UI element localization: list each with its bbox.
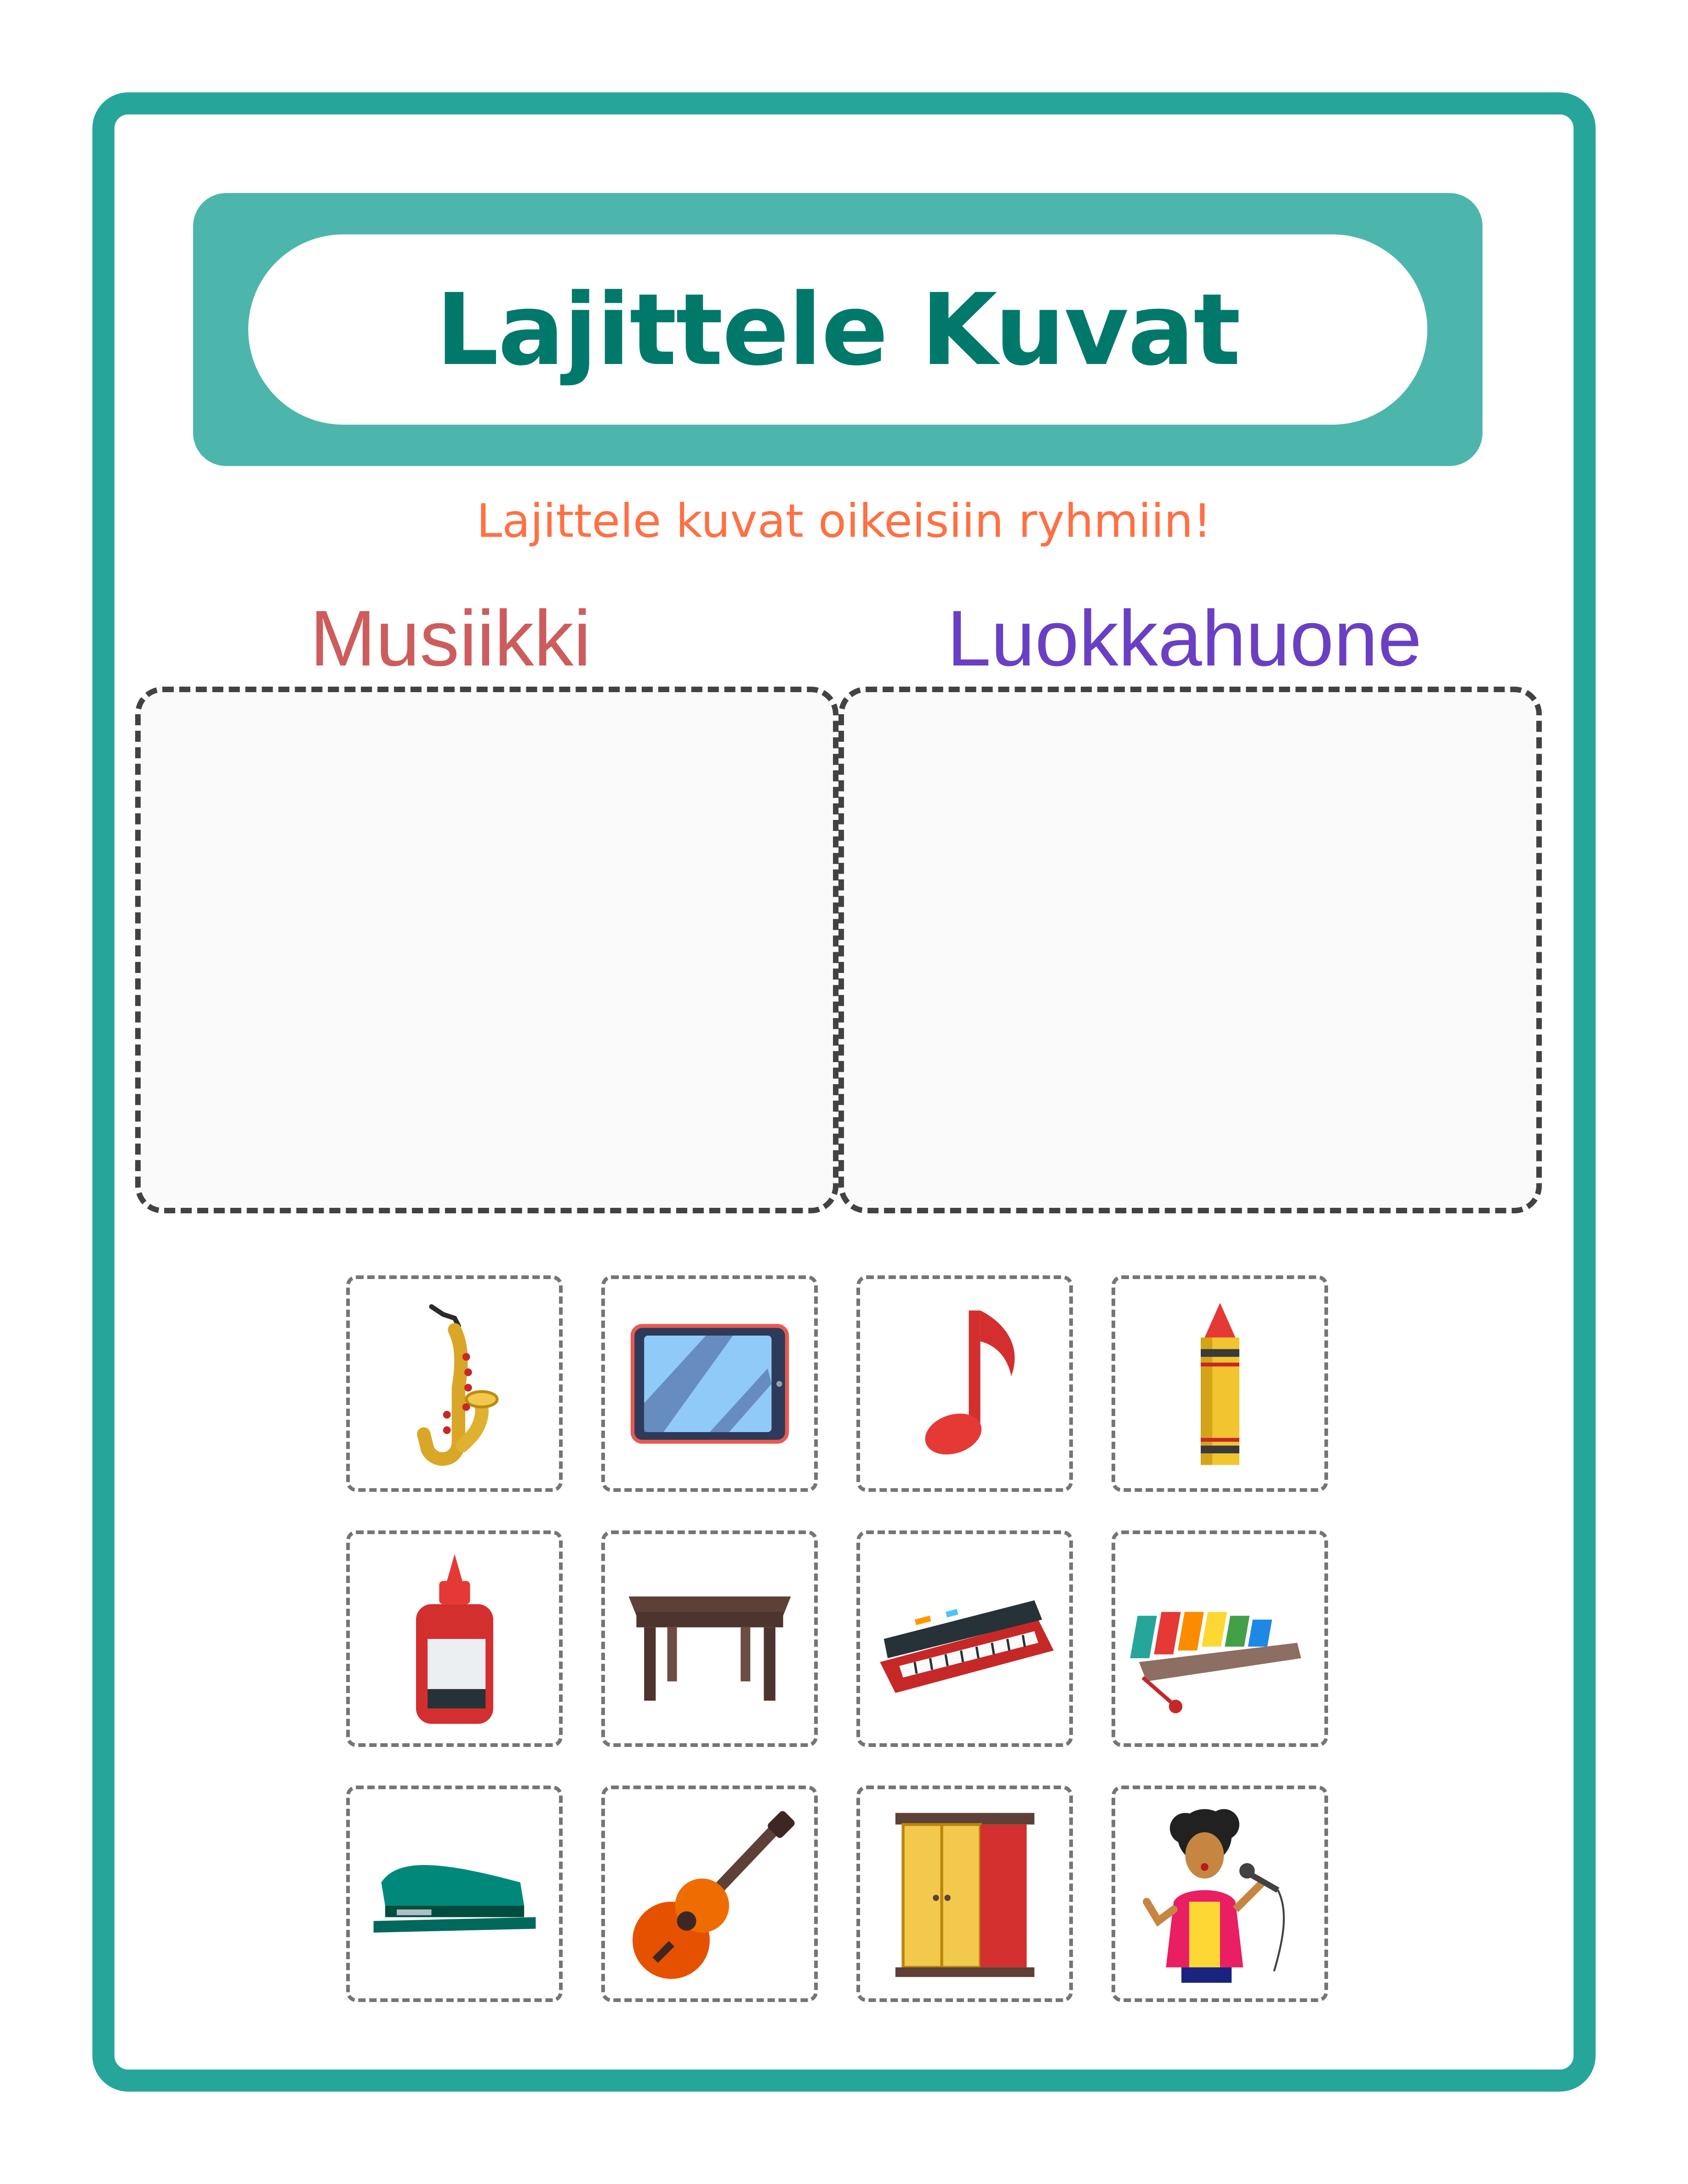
glue-bottle-icon — [358, 1542, 551, 1735]
drop-zone-music[interactable] — [135, 687, 838, 1213]
music-note-icon — [868, 1287, 1061, 1480]
sort-card-singer[interactable] — [1112, 1786, 1328, 2002]
sort-card-xylophone[interactable] — [1112, 1530, 1328, 1747]
guitar-icon — [613, 1797, 806, 1991]
tablet-icon — [613, 1287, 806, 1480]
sort-card-music-note[interactable] — [856, 1275, 1073, 1492]
cabinet-icon — [868, 1797, 1061, 1991]
instruction-text: Lajittele kuvat oikeisiin ryhmiin! — [476, 494, 1212, 548]
sort-card-synth[interactable] — [856, 1530, 1073, 1747]
category-label-music: Musiikki — [310, 594, 591, 682]
singer-icon — [1123, 1797, 1317, 1991]
table-icon — [613, 1542, 806, 1735]
sort-card-table[interactable] — [601, 1530, 818, 1747]
category-label-classroom: Luokkahuone — [947, 594, 1422, 682]
sort-card-stapler[interactable] — [346, 1786, 563, 2002]
sort-card-tablet[interactable] — [601, 1275, 818, 1492]
sort-card-cabinet[interactable] — [856, 1786, 1073, 2002]
title-banner — [193, 193, 1483, 466]
crayon-icon — [1123, 1287, 1317, 1480]
saxophone-icon — [358, 1287, 551, 1480]
page-title: Lajittele Kuvat — [435, 272, 1240, 387]
sort-card-guitar[interactable] — [601, 1786, 818, 2002]
title-pill — [248, 234, 1427, 425]
keyboard-synth-icon — [868, 1542, 1061, 1735]
sort-card-saxophone[interactable] — [346, 1275, 563, 1492]
stapler-icon — [358, 1797, 551, 1991]
drop-zone-classroom[interactable] — [838, 687, 1542, 1213]
sort-card-glue[interactable] — [346, 1530, 563, 1747]
xylophone-icon — [1123, 1542, 1317, 1735]
sort-card-crayon[interactable] — [1112, 1275, 1328, 1492]
